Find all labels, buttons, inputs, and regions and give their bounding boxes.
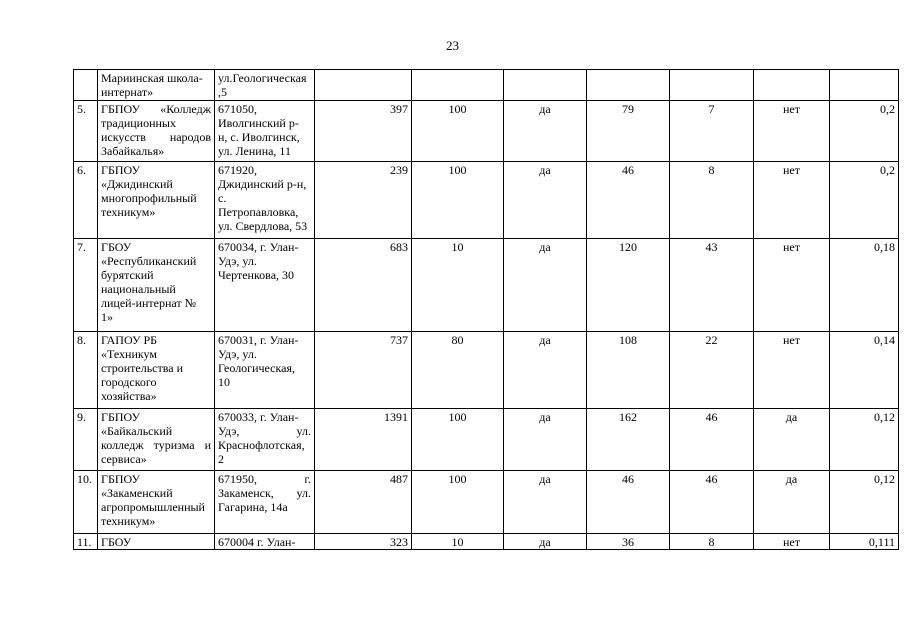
institution-address — [215, 162, 315, 239]
name-line: ГБПОУ «Колледж — [101, 102, 211, 116]
address-line: Удэ, ул. — [218, 424, 311, 438]
institution-address — [215, 409, 315, 471]
name-line: искусств народов — [101, 130, 211, 144]
name-line: «Техникум — [101, 347, 157, 361]
table-row — [74, 332, 899, 409]
value-cell — [587, 70, 670, 101]
value-cell: нет — [754, 332, 830, 409]
value-cell: 8 — [670, 534, 754, 550]
institution-address — [215, 471, 315, 534]
row-number: 11. — [74, 534, 98, 550]
name-line: «Байкальский — [101, 424, 173, 438]
name-line: ГБПОУ — [101, 163, 140, 177]
address-line: Чертенкова, 30 — [218, 268, 295, 282]
address-line: 670033, г. Улан- — [218, 410, 299, 424]
address-line: 671950, г. — [218, 472, 311, 486]
value-cell: 1391 — [315, 409, 412, 471]
address-line: 670004 г. Улан- — [218, 535, 296, 549]
value-cell: 0,14 — [830, 332, 899, 409]
name-line: ГБПОУ — [101, 472, 140, 486]
institution-name — [98, 239, 215, 332]
value-cell: 0,111 — [830, 534, 899, 550]
address-line: Краснофлотская, — [218, 438, 305, 452]
institution-address — [215, 239, 315, 332]
name-line: многопрофильный — [101, 191, 197, 205]
table-row — [74, 239, 899, 332]
name-line: «Закаменский — [101, 486, 173, 500]
value-cell: 46 — [587, 162, 670, 239]
address-line: Джидинский р-н, — [218, 177, 307, 191]
table-body — [74, 70, 899, 550]
name-line: «Джидинский — [101, 177, 173, 191]
institution-name — [98, 101, 215, 162]
value-cell: 0,12 — [830, 471, 899, 534]
value-cell: да — [504, 471, 587, 534]
value-cell: нет — [754, 101, 830, 162]
name-line: хозяйства» — [101, 389, 157, 403]
value-cell: 46 — [670, 409, 754, 471]
name-line: традиционных — [101, 116, 176, 130]
value-cell: 0,12 — [830, 409, 899, 471]
value-cell: 46 — [670, 471, 754, 534]
address-line: с. — [218, 191, 227, 205]
name-line: бурятский — [101, 268, 154, 282]
name-line: лицей-интернат № — [101, 296, 197, 310]
table-row — [74, 471, 899, 534]
value-cell: 239 — [315, 162, 412, 239]
institution-address — [215, 534, 315, 550]
institution-address — [215, 70, 315, 101]
value-cell: 80 — [412, 332, 504, 409]
value-cell: да — [504, 332, 587, 409]
name-line: «Республиканский — [101, 254, 197, 268]
value-cell: нет — [754, 162, 830, 239]
name-line: агропромышленный — [101, 500, 205, 514]
value-cell: нет — [754, 534, 830, 550]
value-cell: 100 — [412, 409, 504, 471]
address-line: 10 — [218, 375, 230, 389]
address-line: ул. Свердлова, 53 — [218, 219, 308, 233]
name-line: ГАПОУ РБ — [101, 333, 158, 347]
value-cell: 7 — [670, 101, 754, 162]
address-line: Закаменск, ул. — [218, 486, 311, 500]
table-row — [74, 409, 899, 471]
value-cell — [504, 70, 587, 101]
value-cell: 108 — [587, 332, 670, 409]
table-row — [74, 70, 899, 101]
value-cell: 120 — [587, 239, 670, 332]
table-row — [74, 534, 899, 550]
value-cell — [670, 70, 754, 101]
name-line: национальный — [101, 282, 176, 296]
value-cell: да — [504, 409, 587, 471]
value-cell: 0,2 — [830, 162, 899, 239]
value-cell: 683 — [315, 239, 412, 332]
institution-name — [98, 409, 215, 471]
value-cell: 162 — [587, 409, 670, 471]
name-line: ГБОУ — [101, 240, 132, 254]
address-line: ул. Ленина, 11 — [218, 144, 291, 158]
row-number: 10. — [74, 471, 98, 534]
institutions-table — [73, 69, 899, 550]
name-line: техникум» — [101, 205, 156, 219]
address-line: ,5 — [218, 85, 227, 99]
value-cell: 487 — [315, 471, 412, 534]
row-number: 6. — [74, 162, 98, 239]
name-line: колледж туризма и — [101, 438, 211, 452]
address-line: ул.Геологическая — [218, 71, 307, 85]
row-number: 9. — [74, 409, 98, 471]
name-line: строительства и — [101, 361, 183, 375]
name-line: Забайкалья» — [101, 144, 165, 158]
value-cell: да — [504, 534, 587, 550]
address-line: Петропавловка, — [218, 205, 299, 219]
address-line: Геологическая, — [218, 361, 296, 375]
institution-address — [215, 332, 315, 409]
value-cell: 10 — [412, 239, 504, 332]
row-number: 5. — [74, 101, 98, 162]
name-line: ГБОУ — [101, 535, 132, 549]
value-cell — [315, 70, 412, 101]
institution-address — [215, 101, 315, 162]
address-line: 670034, г. Улан- — [218, 240, 299, 254]
value-cell: 36 — [587, 534, 670, 550]
value-cell: 22 — [670, 332, 754, 409]
row-number: 8. — [74, 332, 98, 409]
address-line: 2 — [218, 452, 224, 466]
address-line: 671920, — [218, 163, 257, 177]
value-cell — [830, 70, 899, 101]
name-line: ГБПОУ — [101, 410, 140, 424]
value-cell: 397 — [315, 101, 412, 162]
value-cell — [754, 70, 830, 101]
page-number: 23 — [446, 38, 459, 53]
address-line: 670031, г. Улан- — [218, 333, 299, 347]
name-line: 1» — [101, 310, 113, 324]
value-cell: 737 — [315, 332, 412, 409]
value-cell: 0,18 — [830, 239, 899, 332]
value-cell: 10 — [412, 534, 504, 550]
address-line: Гагарина, 14а — [218, 500, 288, 514]
value-cell: 100 — [412, 101, 504, 162]
name-line: техникум» — [101, 514, 156, 528]
name-line: Мариинская школа- — [101, 71, 203, 85]
value-cell: 100 — [412, 471, 504, 534]
value-cell: 323 — [315, 534, 412, 550]
row-number: 7. — [74, 239, 98, 332]
value-cell: 79 — [587, 101, 670, 162]
name-line: интернат» — [101, 85, 154, 99]
institution-name — [98, 332, 215, 409]
address-line: 671050, — [218, 102, 257, 116]
value-cell: 8 — [670, 162, 754, 239]
table-row — [74, 162, 899, 239]
address-line: Удэ, ул. — [218, 254, 257, 268]
value-cell: да — [754, 471, 830, 534]
table-row — [74, 101, 899, 162]
institution-name — [98, 471, 215, 534]
value-cell: 43 — [670, 239, 754, 332]
value-cell: 0,2 — [830, 101, 899, 162]
institution-name — [98, 534, 215, 550]
institution-name — [98, 162, 215, 239]
value-cell: да — [504, 162, 587, 239]
value-cell: 100 — [412, 162, 504, 239]
value-cell: да — [754, 409, 830, 471]
name-line: городского — [101, 375, 157, 389]
address-line: н, с. Иволгинск, — [218, 130, 300, 144]
value-cell: да — [504, 101, 587, 162]
value-cell: 46 — [587, 471, 670, 534]
institution-name — [98, 70, 215, 101]
value-cell: нет — [754, 239, 830, 332]
address-line: Иволгинский р- — [218, 116, 299, 130]
name-line: сервиса» — [101, 452, 147, 466]
value-cell: да — [504, 239, 587, 332]
row-number — [74, 70, 98, 101]
address-line: Удэ, ул. — [218, 347, 257, 361]
value-cell — [412, 70, 504, 101]
